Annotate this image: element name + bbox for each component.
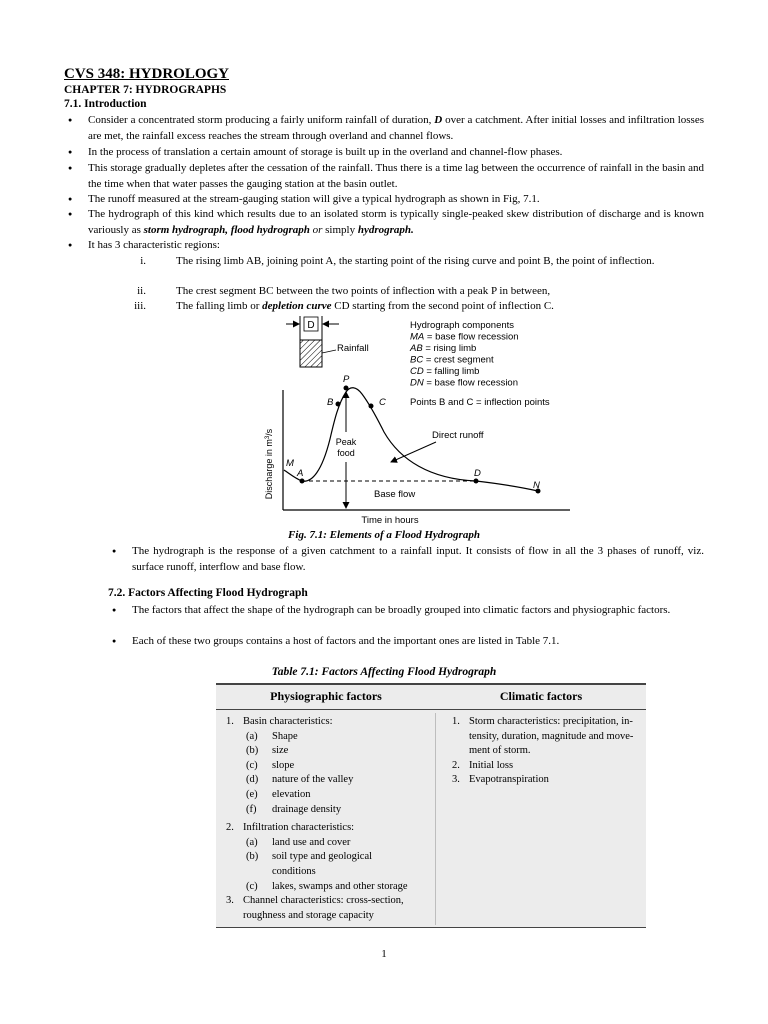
sub-item-falling-limb: iii. The falling limb or depletion curve CD starting from the second point of inflection C. — [134, 300, 554, 312]
bullet-storage-depletion: ● This storage gradually depletes after the cessation of the rainfall. Thus there is a time lag between the occurrence of rainfall in the basin and the time when that water passes the gauging station at the basin outlet. — [88, 161, 704, 192]
climatic-factors-cell — [452, 715, 642, 788]
point-c-label: C — [379, 397, 386, 408]
legend-item-ab: AB = rising limb — [410, 343, 477, 354]
column-header-climatic: Climatic factors — [499, 689, 583, 703]
figure-caption: Fig. 7.1: Elements of a Flood Hydrograph — [288, 529, 480, 541]
bullet-storage-buildup: ● In the process of translation a certain amount of storage is built up in the overland and channel-flow phases. — [88, 145, 704, 161]
point-a-label: A — [297, 468, 304, 479]
list-item: (c) slope — [246, 759, 295, 771]
list-item: 1. Storm characteristics: precipitation, in- — [452, 716, 633, 727]
bullet-hydrograph-kinds: ● The hydrograph of this kind which results due to an isolated storm is typically single-peaked skew distribution of discharge and is known variously as storm hydrograph, flood hydrograph or simply hydrograph. — [88, 207, 704, 238]
sub-item-crest-segment: ii. The crest segment BC between the two points of inflection with a peak P in between, — [137, 285, 551, 297]
legend-item-bc: BC = crest segment — [410, 354, 494, 366]
bullet-characteristic-regions: ● It has 3 characteristic regions: — [88, 238, 704, 254]
physiographic-factors-cell — [226, 715, 434, 923]
list-item: (e) elevation — [246, 788, 311, 800]
list-item: 3. Evapotranspiration — [452, 774, 549, 786]
point-n-label: N — [533, 480, 540, 491]
list-item: (b) size — [246, 745, 289, 757]
sub-item-rising-limb: i. The rising limb AB, joining point A, the starting point of the rising curve and point B, the point of inflection. — [140, 255, 655, 267]
list-item: (d) nature of the valley — [246, 774, 354, 786]
list-item: (b) soil type and geological — [246, 851, 373, 863]
y-axis-label: Discharge in $m^3/s$ — [264, 428, 274, 500]
point-m-label: M — [286, 458, 294, 469]
direct-runoff-label: Direct runoff — [432, 430, 484, 441]
section-heading-factors: 7.2. Factors Affecting Flood Hydrograph — [108, 587, 308, 599]
base-flow-label: Base flow — [374, 489, 416, 500]
bullet-factor-list: ● Each of these two groups contains a host of factors and the important ones are listed in Table 7.1. — [132, 634, 704, 650]
list-item: 1. Basin characteristics: — [226, 716, 333, 727]
hydrograph-figure — [250, 314, 580, 528]
list-item: tensity, duration, magnitude and move- — [469, 730, 634, 742]
legend-item-ma: MA = base flow recession — [410, 331, 519, 343]
list-item: (a) land use and cover — [246, 836, 351, 848]
peak-flood-label-1: Peak — [335, 437, 357, 447]
direct-runoff-arrow — [391, 442, 436, 462]
list-item: roughness and storage capacity — [243, 909, 374, 921]
list-item: (c) lakes, swamps and other storage — [246, 880, 408, 892]
point-a-marker — [300, 479, 305, 484]
factors-table — [216, 683, 646, 928]
legend-item-dn: DN = base flow recession — [410, 377, 518, 389]
rainfall-hyetograph — [300, 340, 322, 367]
table-header-row — [216, 685, 646, 710]
point-b-label: B — [327, 397, 334, 408]
legend-item-cd: CD = falling limb — [410, 366, 480, 377]
list-item: (f) drainage density — [246, 803, 342, 815]
point-d-marker — [474, 479, 479, 484]
point-c-marker — [369, 404, 374, 409]
chapter-title: CHAPTER 7: HYDROGRAPHS — [64, 84, 227, 96]
page-number: 1 — [381, 948, 387, 960]
table-caption: Table 7.1: Factors Affecting Flood Hydrograph — [271, 666, 497, 678]
list-item: 3. Channel characteristics: cross-section, — [226, 895, 404, 907]
point-b-marker — [336, 402, 341, 407]
x-axis-label: Time in hours — [361, 515, 419, 526]
inflection-note: Points B and C = inflection points — [410, 397, 550, 408]
point-d-label: D — [474, 468, 481, 479]
list-item: 2. Infiltration characteristics: — [226, 822, 355, 834]
point-p-label: P — [343, 374, 350, 385]
list-item: 2. Initial loss — [452, 759, 514, 771]
point-p-marker — [344, 386, 349, 391]
duration-label: D — [307, 320, 315, 331]
column-divider — [435, 713, 436, 925]
rainfall-leader — [322, 350, 336, 353]
peak-flood-label-2: food — [337, 448, 355, 458]
list-item: conditions — [272, 865, 316, 877]
list-item: ment of storm. — [469, 745, 531, 757]
bullet-hydrograph-response: ● The hydrograph is the response of a given catchment to a rainfall input. It consists of flow in all the 3 phases of runoff, viz. surface runoff, interflow and base flow. — [132, 544, 704, 575]
bullet-runoff-measured: ● The runoff measured at the stream-gauging station will give a typical hydrograph as shown in Fig, 7.1. — [88, 192, 704, 208]
legend-entries — [409, 332, 519, 389]
rainfall-label: Rainfall — [337, 343, 369, 354]
bullet-factor-groups: ● The factors that affect the shape of the hydrograph can be broadly grouped into climatic factors and physiographic factors. — [132, 603, 704, 619]
column-header-physiographic: Physiographic factors — [270, 689, 382, 703]
section-heading-introduction: 7.1. Introduction — [64, 98, 147, 110]
legend-title: Hydrograph components — [410, 320, 515, 331]
course-title: CVS 348: HYDROLOGY — [64, 66, 230, 82]
list-item: (a) Shape — [246, 730, 298, 742]
bullet-storm-rainfall: ● Consider a concentrated storm producing a fairly uniform rainfall of duration, D over a catchment. After initial losses and infiltration losses are met, the rainfall excess reaches the stream through overland and channel flows. — [88, 113, 704, 144]
